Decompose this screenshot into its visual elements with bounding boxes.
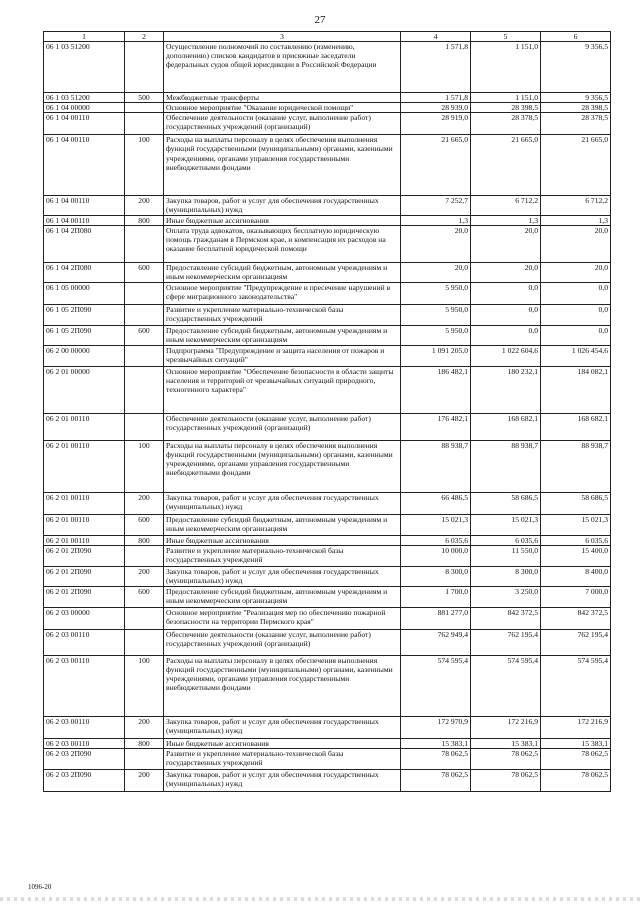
row-name: Иные бюджетные ассигнования bbox=[164, 738, 401, 748]
row-value-2021: 8 300,0 bbox=[471, 566, 541, 586]
row-value-2021: 15 021,3 bbox=[471, 514, 541, 535]
table-row bbox=[44, 607, 611, 629]
row-value-2020: 28 939,0 bbox=[401, 103, 471, 113]
row-value-2020: 21 665,0 bbox=[401, 135, 471, 196]
row-code: 06 1 05 00000 bbox=[44, 282, 125, 304]
row-code: 06 2 01 00110 bbox=[44, 413, 125, 440]
row-expense-type: 200 bbox=[125, 492, 164, 514]
row-value-2020: 1 091 205,0 bbox=[401, 345, 471, 366]
row-name: Основное мероприятие "Обеспечение безопасности в области защиты населения и территорий от чрезвычайных ситуаций природного, техногенного характера" bbox=[164, 366, 401, 413]
row-expense-type bbox=[125, 629, 164, 655]
row-value-2022: 574 595,4 bbox=[541, 655, 611, 716]
row-value-2020: 78 062,5 bbox=[401, 769, 471, 791]
row-value-2022: 172 216,9 bbox=[541, 716, 611, 738]
row-value-2021: 78 062,5 bbox=[471, 748, 541, 769]
row-value-2021: 1 022 604,6 bbox=[471, 345, 541, 366]
row-value-2022: 88 938,7 bbox=[541, 440, 611, 492]
row-value-2021: 28 378,5 bbox=[471, 113, 541, 135]
row-value-2022: 58 686,5 bbox=[541, 492, 611, 514]
row-name: Осуществление полномочий по составлению (изменению, дополнению) списков кандидатов в присяжные заседатели федеральных судов общей юрисдикции в Российской Федерации bbox=[164, 42, 401, 93]
row-name: Иные бюджетные ассигнования bbox=[164, 215, 401, 225]
row-code: 06 2 03 00110 bbox=[44, 629, 125, 655]
row-value-2021: 0,0 bbox=[471, 282, 541, 304]
table-row bbox=[44, 716, 611, 738]
row-value-2021: 1 151,0 bbox=[471, 93, 541, 103]
row-name: Иные бюджетные ассигнования bbox=[164, 535, 401, 545]
table-row bbox=[44, 629, 611, 655]
row-name: Оплата труда адвокатов, оказывающих бесплатную юридическую помощь гражданам в Пермском крае, и компенсация их расходов на оказание бесплатной юридической помощи bbox=[164, 225, 401, 262]
row-value-2022: 78 062,5 bbox=[541, 748, 611, 769]
row-code: 06 2 01 2П090 bbox=[44, 566, 125, 586]
row-value-2022: 20,0 bbox=[541, 262, 611, 282]
row-code: 06 2 03 2П090 bbox=[44, 748, 125, 769]
row-name: Закупка товаров, работ и услуг для обеспечения государственных (муниципальных) нужд bbox=[164, 196, 401, 215]
row-name: Предоставление субсидий бюджетным, автономным учреждениям и иным некоммерческим организациям bbox=[164, 514, 401, 535]
row-value-2021: 15 383,1 bbox=[471, 738, 541, 748]
row-code: 06 1 04 00000 bbox=[44, 103, 125, 113]
row-name: Закупка товаров, работ и услуг для обеспечения государственных (муниципальных) нужд bbox=[164, 769, 401, 791]
row-value-2022: 9 356,5 bbox=[541, 42, 611, 93]
table-row bbox=[44, 325, 611, 345]
row-expense-type bbox=[125, 345, 164, 366]
row-value-2022: 1 026 454,6 bbox=[541, 345, 611, 366]
scan-artifact-line bbox=[0, 897, 640, 901]
row-value-2022: 842 372,5 bbox=[541, 607, 611, 629]
row-value-2020: 5 950,0 bbox=[401, 325, 471, 345]
row-name: Закупка товаров, работ и услуг для обеспечения государственных (муниципальных) нужд bbox=[164, 566, 401, 586]
table-row bbox=[44, 440, 611, 492]
row-value-2022: 15 021,3 bbox=[541, 514, 611, 535]
table-row bbox=[44, 103, 611, 113]
row-code: 06 1 04 00110 bbox=[44, 135, 125, 196]
row-expense-type: 800 bbox=[125, 738, 164, 748]
footer-code: 1096-20 bbox=[28, 883, 52, 891]
row-name: Предоставление субсидий бюджетным, автономным учреждениям и иным некоммерческим организациям bbox=[164, 325, 401, 345]
row-value-2020: 10 000,0 bbox=[401, 545, 471, 566]
row-expense-type bbox=[125, 103, 164, 113]
row-value-2020: 1 700,0 bbox=[401, 586, 471, 607]
row-expense-type bbox=[125, 413, 164, 440]
table-row bbox=[44, 586, 611, 607]
row-value-2022: 9 356,5 bbox=[541, 93, 611, 103]
row-code: 06 2 03 00000 bbox=[44, 607, 125, 629]
table-row bbox=[44, 366, 611, 413]
row-expense-type: 800 bbox=[125, 535, 164, 545]
row-value-2021: 6 712,2 bbox=[471, 196, 541, 215]
row-value-2021: 3 250,0 bbox=[471, 586, 541, 607]
row-code: 06 2 01 00110 bbox=[44, 440, 125, 492]
row-expense-type bbox=[125, 113, 164, 135]
row-name: Межбюджетные трансферты bbox=[164, 93, 401, 103]
row-code: 06 2 03 00110 bbox=[44, 738, 125, 748]
row-name: Расходы на выплаты персоналу в целях обеспечения выполнения функций государственными (муниципальными) органами, казенными учреждениями, органами управления государственными внебюджетными фондами bbox=[164, 440, 401, 492]
table-row bbox=[44, 215, 611, 225]
row-name: Обеспечение деятельности (оказание услуг, выполнение работ) государственных учреждений (организаций) bbox=[164, 413, 401, 440]
row-code: 06 2 01 00110 bbox=[44, 492, 125, 514]
row-expense-type: 200 bbox=[125, 566, 164, 586]
table-row bbox=[44, 545, 611, 566]
row-value-2022: 78 062,5 bbox=[541, 769, 611, 791]
row-value-2021: 1,3 bbox=[471, 215, 541, 225]
row-name: Основное мероприятие "Оказание юридической помощи" bbox=[164, 103, 401, 113]
row-code: 06 1 04 00110 bbox=[44, 113, 125, 135]
row-expense-type: 100 bbox=[125, 135, 164, 196]
col-header: 6 bbox=[541, 32, 611, 42]
table-row bbox=[44, 748, 611, 769]
table-row bbox=[44, 769, 611, 791]
row-value-2021: 20,0 bbox=[471, 225, 541, 262]
table-row bbox=[44, 135, 611, 196]
row-expense-type: 200 bbox=[125, 769, 164, 791]
page-number: 27 bbox=[314, 14, 326, 26]
row-name: Закупка товаров, работ и услуг для обеспечения государственных (муниципальных) нужд bbox=[164, 716, 401, 738]
row-name: Предоставление субсидий бюджетным, автономным учреждениям и иным некоммерческим организациям bbox=[164, 586, 401, 607]
row-expense-type: 100 bbox=[125, 440, 164, 492]
row-value-2020: 5 950,0 bbox=[401, 282, 471, 304]
row-value-2022: 21 665,0 bbox=[541, 135, 611, 196]
table-row bbox=[44, 225, 611, 262]
row-value-2020: 66 486,5 bbox=[401, 492, 471, 514]
row-value-2022: 184 082,1 bbox=[541, 366, 611, 413]
row-name: Подпрограмма "Предупреждение и защита населения от пожаров и чрезвычайных ситуаций" bbox=[164, 345, 401, 366]
row-value-2021: 78 062,5 bbox=[471, 769, 541, 791]
table-row bbox=[44, 196, 611, 215]
row-code: 06 1 04 00110 bbox=[44, 196, 125, 215]
row-value-2020: 186 482,1 bbox=[401, 366, 471, 413]
col-header: 3 bbox=[164, 32, 401, 42]
row-value-2022: 0,0 bbox=[541, 282, 611, 304]
row-code: 06 1 04 2П080 bbox=[44, 225, 125, 262]
row-value-2020: 574 595,4 bbox=[401, 655, 471, 716]
row-value-2022: 0,0 bbox=[541, 325, 611, 345]
row-expense-type bbox=[125, 225, 164, 262]
row-code: 06 2 01 00110 bbox=[44, 535, 125, 545]
row-expense-type: 100 bbox=[125, 655, 164, 716]
row-name: Развитие и укрепление материально-технической базы государственных учреждений bbox=[164, 545, 401, 566]
row-code: 06 2 03 00110 bbox=[44, 655, 125, 716]
row-name: Основное мероприятие "Предупреждение и пресечение нарушений в сфере миграционного законодательства" bbox=[164, 282, 401, 304]
row-code: 06 2 00 00000 bbox=[44, 345, 125, 366]
row-code: 06 2 01 2П090 bbox=[44, 586, 125, 607]
row-value-2020: 15 021,3 bbox=[401, 514, 471, 535]
table-row bbox=[44, 535, 611, 545]
row-value-2022: 28 378,5 bbox=[541, 113, 611, 135]
row-value-2020: 176 482,1 bbox=[401, 413, 471, 440]
row-value-2022: 6 035,6 bbox=[541, 535, 611, 545]
row-value-2020: 881 277,0 bbox=[401, 607, 471, 629]
col-header: 1 bbox=[44, 32, 125, 42]
col-header: 5 bbox=[471, 32, 541, 42]
row-value-2021: 172 216,9 bbox=[471, 716, 541, 738]
row-value-2020: 78 062,5 bbox=[401, 748, 471, 769]
row-code: 06 2 03 2П090 bbox=[44, 769, 125, 791]
row-name: Развитие и укрепление материально-технической базы государственных учреждений bbox=[164, 748, 401, 769]
row-expense-type bbox=[125, 42, 164, 93]
row-value-2021: 21 665,0 bbox=[471, 135, 541, 196]
row-expense-type: 200 bbox=[125, 196, 164, 215]
table-row bbox=[44, 566, 611, 586]
row-value-2020: 15 383,1 bbox=[401, 738, 471, 748]
row-value-2021: 180 232,1 bbox=[471, 366, 541, 413]
row-value-2021: 6 035,6 bbox=[471, 535, 541, 545]
row-code: 06 2 01 00110 bbox=[44, 514, 125, 535]
row-expense-type: 600 bbox=[125, 586, 164, 607]
row-value-2020: 172 970,9 bbox=[401, 716, 471, 738]
table-row bbox=[44, 304, 611, 325]
row-name: Предоставление субсидий бюджетным, автономным учреждениям и иным некоммерческим организациям bbox=[164, 262, 401, 282]
table-row bbox=[44, 738, 611, 748]
row-value-2020: 88 938,7 bbox=[401, 440, 471, 492]
table-row bbox=[44, 345, 611, 366]
row-value-2020: 5 950,0 bbox=[401, 304, 471, 325]
row-name: Расходы на выплаты персоналу в целях обеспечения выполнения функций государственными (муниципальными) органами, казенными учреждениями, органами управления государственными внебюджетными фондами bbox=[164, 655, 401, 716]
table-row bbox=[44, 113, 611, 135]
table-row bbox=[44, 282, 611, 304]
table-row bbox=[44, 93, 611, 103]
table-row bbox=[44, 413, 611, 440]
row-expense-type bbox=[125, 366, 164, 413]
col-header: 2 bbox=[125, 32, 164, 42]
row-name: Обеспечение деятельности (оказание услуг, выполнение работ) государственных учреждений (организаций) bbox=[164, 113, 401, 135]
row-value-2022: 15 400,0 bbox=[541, 545, 611, 566]
row-value-2020: 762 949,4 bbox=[401, 629, 471, 655]
row-value-2020: 28 919,0 bbox=[401, 113, 471, 135]
row-value-2021: 28 398,5 bbox=[471, 103, 541, 113]
table-row bbox=[44, 262, 611, 282]
row-name: Расходы на выплаты персоналу в целях обеспечения выполнения функций государственными (муниципальными) органами, казенными учреждениями, органами управления государственными внебюджетными фондами bbox=[164, 135, 401, 196]
row-expense-type: 800 bbox=[125, 215, 164, 225]
row-value-2021: 1 151,0 bbox=[471, 42, 541, 93]
row-expense-type: 200 bbox=[125, 716, 164, 738]
row-expense-type bbox=[125, 545, 164, 566]
row-name: Обеспечение деятельности (оказание услуг, выполнение работ) государственных учреждений (организаций) bbox=[164, 629, 401, 655]
row-code: 06 2 01 00000 bbox=[44, 366, 125, 413]
row-code: 06 1 05 2П090 bbox=[44, 304, 125, 325]
row-value-2022: 168 682,1 bbox=[541, 413, 611, 440]
row-code: 06 1 04 2П080 bbox=[44, 262, 125, 282]
row-value-2022: 7 000,0 bbox=[541, 586, 611, 607]
row-value-2022: 1,3 bbox=[541, 215, 611, 225]
row-value-2021: 0,0 bbox=[471, 325, 541, 345]
row-value-2021: 762 195,4 bbox=[471, 629, 541, 655]
row-value-2021: 574 595,4 bbox=[471, 655, 541, 716]
table-body bbox=[44, 42, 611, 792]
row-value-2020: 1 571,8 bbox=[401, 42, 471, 93]
row-code: 06 1 03 51200 bbox=[44, 93, 125, 103]
header-row bbox=[44, 32, 611, 42]
row-value-2022: 6 712,2 bbox=[541, 196, 611, 215]
row-value-2021: 88 938,7 bbox=[471, 440, 541, 492]
row-expense-type: 600 bbox=[125, 325, 164, 345]
row-value-2020: 1,3 bbox=[401, 215, 471, 225]
row-value-2020: 8 300,0 bbox=[401, 566, 471, 586]
row-code: 06 1 04 00110 bbox=[44, 215, 125, 225]
row-value-2022: 28 398,5 bbox=[541, 103, 611, 113]
row-code: 06 1 03 51200 bbox=[44, 42, 125, 93]
row-value-2020: 6 035,6 bbox=[401, 535, 471, 545]
row-name: Основное мероприятие "Реализация мер по обеспечению пожарной безопасности на территории Пермского края" bbox=[164, 607, 401, 629]
row-value-2021: 0,0 bbox=[471, 304, 541, 325]
row-value-2020: 7 252,7 bbox=[401, 196, 471, 215]
row-expense-type: 600 bbox=[125, 514, 164, 535]
row-code: 06 2 03 00110 bbox=[44, 716, 125, 738]
row-code: 06 1 05 2П090 bbox=[44, 325, 125, 345]
row-code: 06 2 01 2П090 bbox=[44, 545, 125, 566]
row-value-2020: 20,0 bbox=[401, 225, 471, 262]
row-value-2020: 1 571,8 bbox=[401, 93, 471, 103]
row-value-2021: 58 686,5 bbox=[471, 492, 541, 514]
row-value-2022: 8 400,0 bbox=[541, 566, 611, 586]
row-value-2020: 20,0 bbox=[401, 262, 471, 282]
row-expense-type: 500 bbox=[125, 93, 164, 103]
row-value-2021: 20,0 bbox=[471, 262, 541, 282]
row-expense-type bbox=[125, 748, 164, 769]
table-row bbox=[44, 514, 611, 535]
row-value-2022: 15 383,1 bbox=[541, 738, 611, 748]
budget-table bbox=[43, 31, 611, 792]
table-row bbox=[44, 42, 611, 93]
row-expense-type bbox=[125, 304, 164, 325]
table-row bbox=[44, 655, 611, 716]
row-expense-type bbox=[125, 607, 164, 629]
row-name: Закупка товаров, работ и услуг для обеспечения государственных (муниципальных) нужд bbox=[164, 492, 401, 514]
row-value-2021: 842 372,5 bbox=[471, 607, 541, 629]
row-expense-type bbox=[125, 282, 164, 304]
row-name: Развитие и укрепление материально-технической базы государственных учреждений bbox=[164, 304, 401, 325]
table-row bbox=[44, 492, 611, 514]
col-header: 4 bbox=[401, 32, 471, 42]
row-value-2021: 11 550,0 bbox=[471, 545, 541, 566]
row-value-2022: 20,0 bbox=[541, 225, 611, 262]
row-value-2022: 0,0 bbox=[541, 304, 611, 325]
row-value-2021: 168 682,1 bbox=[471, 413, 541, 440]
row-value-2022: 762 195,4 bbox=[541, 629, 611, 655]
row-expense-type: 600 bbox=[125, 262, 164, 282]
